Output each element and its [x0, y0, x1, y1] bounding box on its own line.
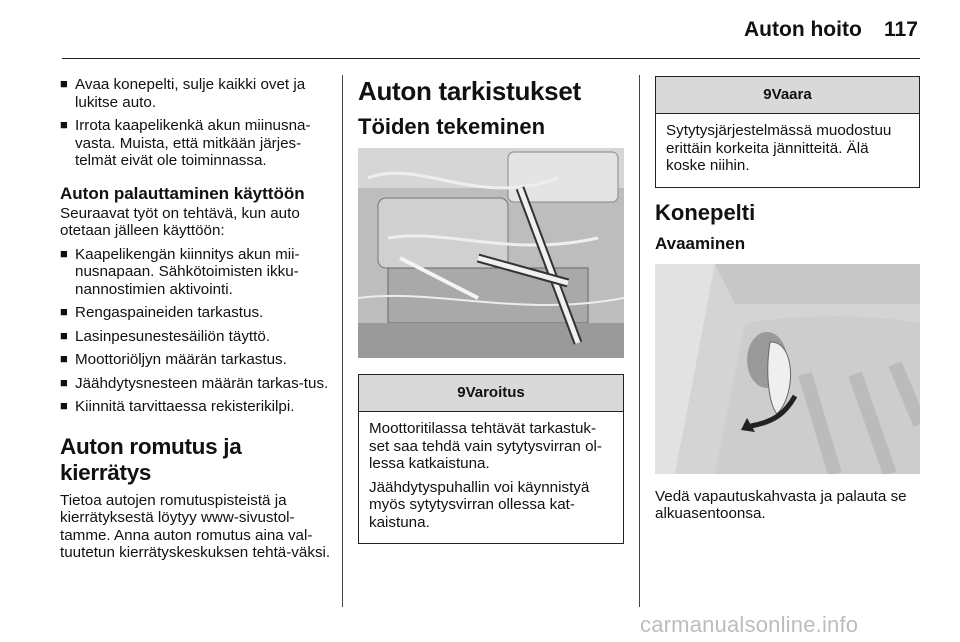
column-divider-1 [342, 75, 343, 607]
section-title: Auton hoito [744, 18, 862, 41]
square-bullet-icon: ■ [60, 398, 68, 413]
square-bullet-icon: ■ [60, 245, 68, 261]
list-item: ■ Moottoriöljyn määrän tarkastus. [60, 351, 287, 368]
warning-paragraph: Jäähdytyspuhallin voi käynnistyä myös sytytysvirran ollessa kat-kaistuna. [369, 478, 590, 531]
watermark: carmanualsonline.info [640, 612, 859, 637]
danger-text: Sytytysjärjestelmässä muodostuu erittäin korkeita jännitteitä. Älä koske niihin. [666, 122, 892, 174]
list-item: ■ Avaa konepelti, sulje kaikki ovet ja lukitse auto. [60, 76, 306, 111]
column-2 [358, 76, 624, 544]
opening-heading: Avaaminen [655, 233, 746, 253]
danger-body [656, 114, 919, 187]
column-divider-2 [639, 75, 640, 607]
square-bullet-icon: ■ [60, 76, 68, 91]
storage-steps-list [60, 76, 332, 170]
danger-header [656, 77, 919, 114]
hood-caption: Vedä vapautuskahvasta ja palauta se alkuasentoonsa. [655, 487, 907, 522]
warning-label: Varoitus [465, 384, 525, 401]
warning-body [359, 412, 623, 543]
warning-box [358, 374, 624, 544]
warning-triangle-icon: 9 [763, 86, 772, 103]
hood-release-illustration [655, 264, 920, 474]
square-bullet-icon: ■ [60, 351, 68, 366]
page-header [0, 0, 960, 62]
chapter-title: Auton tarkistukset [358, 76, 581, 106]
header-rule [62, 58, 920, 59]
restore-steps-list [60, 246, 332, 416]
recycle-heading: Auton romutus ja kierrätys [60, 433, 242, 485]
list-item: ■ Lasinpesunestesäiliön täyttö. [60, 327, 271, 345]
list-item: ■ Rengaspaineiden tarkastus. [60, 304, 264, 321]
column-1 [60, 76, 332, 568]
column-3 [655, 76, 920, 529]
warning-paragraph: Moottoritilassa tehtävät tarkastuk-set saa tehdä vain sytytysvirran ol-lessa katkaistuna. [369, 420, 602, 472]
square-bullet-icon: ■ [60, 374, 68, 390]
square-bullet-icon: ■ [60, 117, 68, 132]
list-item: ■ Irrota kaapelikenkä akun miinusna-vasta. Muista, että mitkään järjes-telmät eivät ole toiminnassa. [60, 117, 311, 169]
list-item: ■ Kaapelikengän kiinnitys akun mii-nusnapaan. Sähkötoimisten ikku-nannostimien aktivointi. [60, 245, 300, 298]
danger-box [655, 76, 920, 188]
square-bullet-icon: ■ [60, 304, 68, 319]
danger-label: Vaara [771, 86, 812, 103]
recycle-text: Tietoa autojen romutuspisteistä ja kierrätyksestä löytyy www-sivustol-tamme. Anna auton romutus aina val-tuutetun kierrätyskeskuksen tehtä-väksi. [60, 491, 331, 561]
restore-heading: Auton palauttaminen käyttöön [60, 183, 305, 203]
square-bullet-icon: ■ [60, 327, 68, 343]
hood-release-image [655, 264, 920, 474]
hood-heading: Konepelti [655, 199, 756, 225]
section-heading: Töiden tekeminen [358, 114, 546, 139]
engine-bay-illustration [358, 148, 624, 358]
page-number: 117 [884, 18, 918, 41]
list-item: ■ Kiinnitä tarvittaessa rekisterikilpi. [60, 398, 295, 415]
restore-intro: Seuraavat työt on tehtävä, kun auto otetaan jälleen käyttöön: [60, 204, 300, 239]
warning-header [359, 375, 623, 412]
list-item: ■ Jäähdytysnesteen määrän tarkas-tus. [60, 374, 329, 392]
engine-bay-image [358, 148, 624, 358]
warning-triangle-icon: 9 [457, 384, 466, 401]
